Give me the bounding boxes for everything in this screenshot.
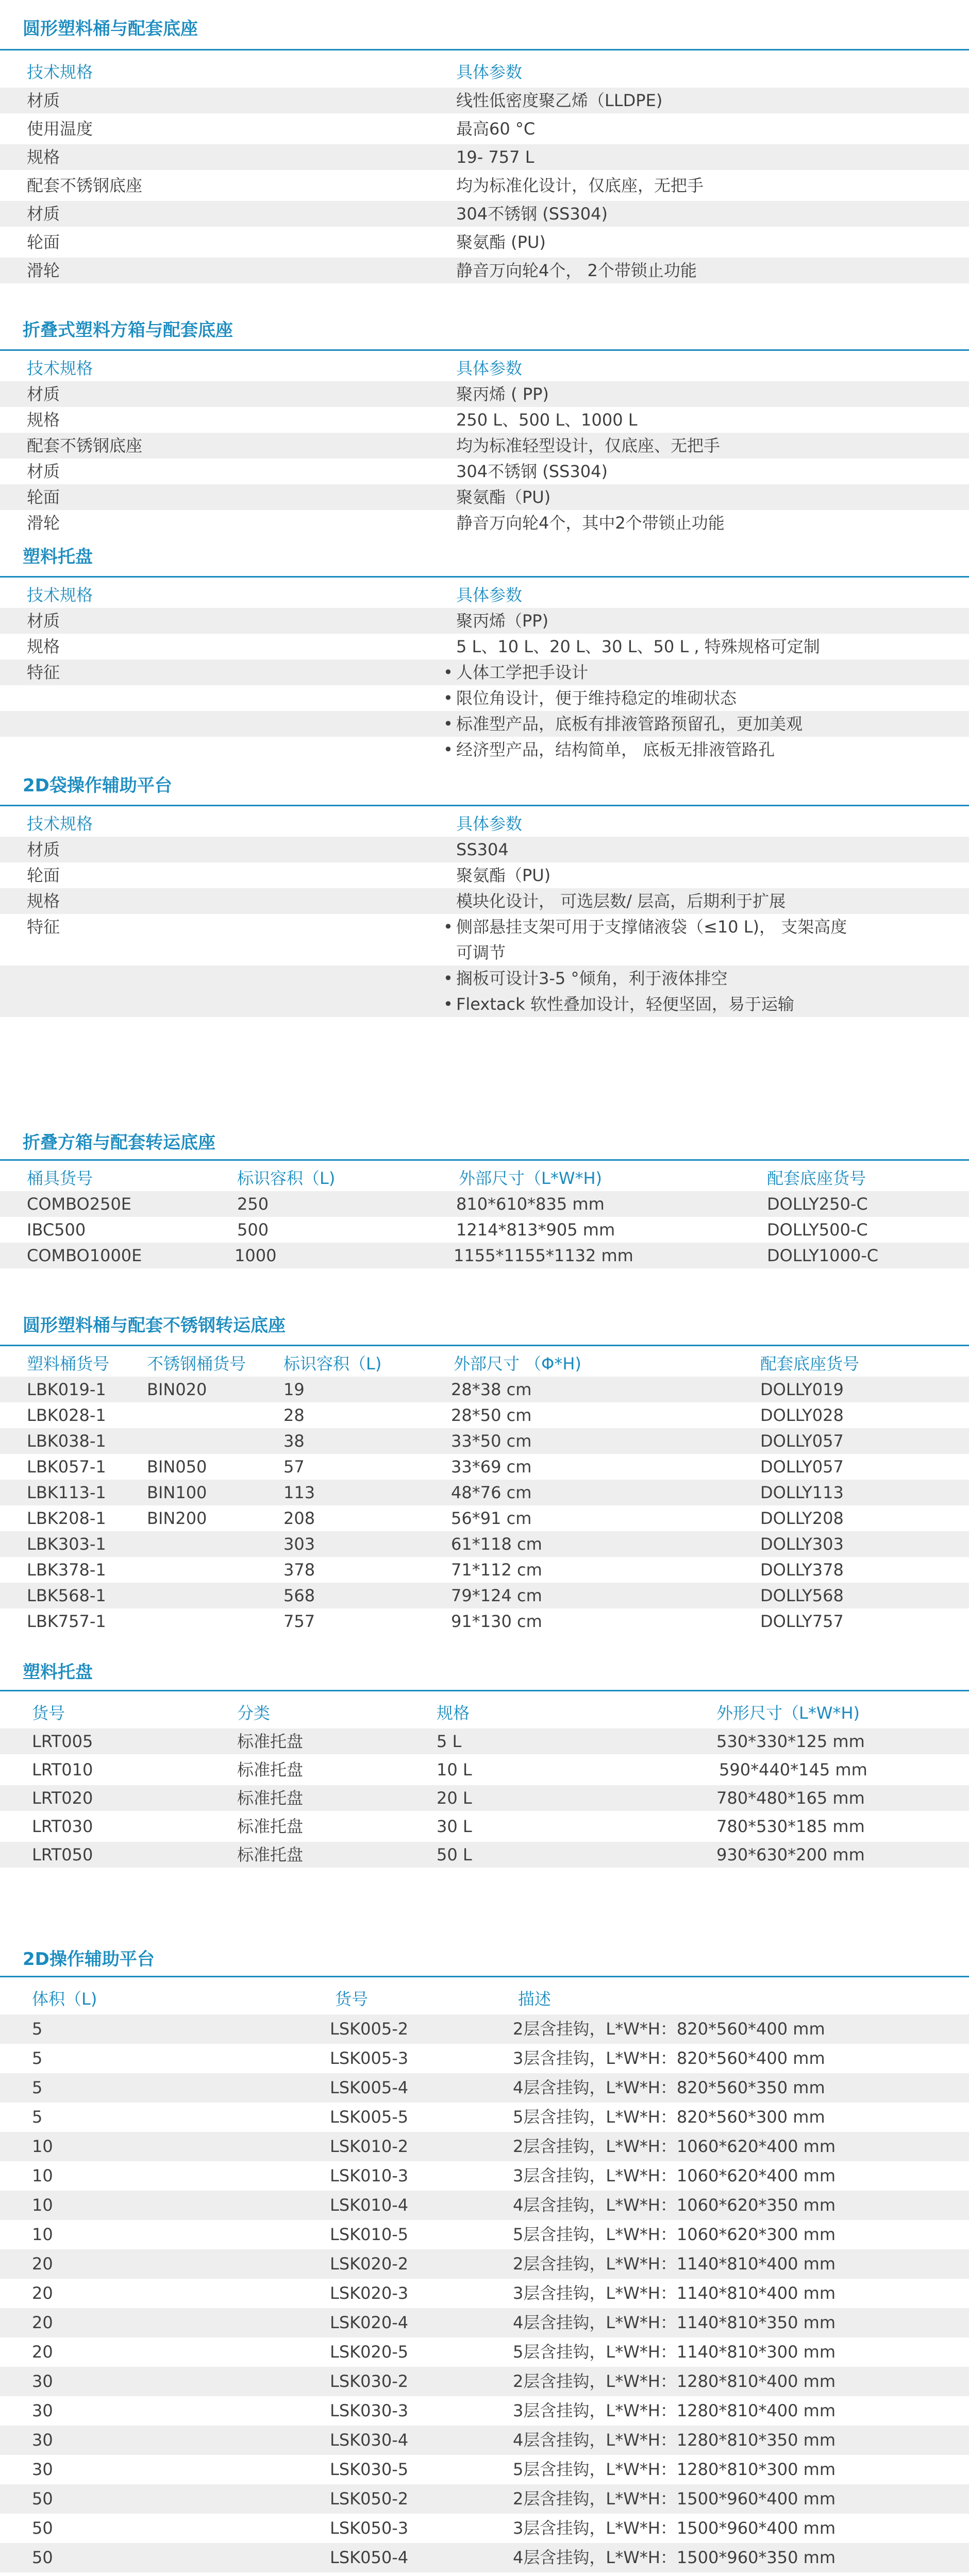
cell-item: LRT020 bbox=[32, 1788, 93, 1808]
cell-item: LBK208-1 bbox=[27, 1509, 106, 1528]
cell-item: LSK010-3 bbox=[330, 2166, 409, 2185]
cell-dolly: DOLLY568 bbox=[760, 1586, 844, 1605]
row-label: 滑轮 bbox=[27, 261, 60, 280]
cell-item: LSK030-4 bbox=[330, 2430, 409, 2450]
table-row bbox=[0, 258, 969, 283]
table-row bbox=[0, 1480, 969, 1505]
cell-spec: 10 L bbox=[437, 1760, 472, 1780]
cell-volume: 378 bbox=[283, 1560, 315, 1580]
cell-volume: 20 bbox=[32, 2342, 53, 2362]
cell-description: 4层含挂钩，L*W*H：1280*810*350 mm bbox=[513, 2430, 836, 2450]
row-value: 聚丙烯 ( PP) bbox=[456, 384, 549, 404]
cell-item: LBK303-1 bbox=[27, 1534, 106, 1554]
table-row bbox=[0, 2220, 969, 2249]
row-label: 材质 bbox=[27, 840, 60, 859]
table-row bbox=[0, 2455, 969, 2484]
cell-size: 530*330*125 mm bbox=[716, 1732, 865, 1751]
cell-volume: 1000 bbox=[235, 1246, 277, 1265]
cell-description: 4层含挂钩，L*W*H：1140*810*350 mm bbox=[513, 2313, 836, 2332]
cell-item: LSK030-5 bbox=[330, 2460, 409, 2479]
cell-volume: 5 bbox=[32, 2107, 43, 2127]
header-cell: 外形尺寸（L*W*H) bbox=[716, 1703, 860, 1723]
table-row bbox=[0, 173, 969, 198]
cell-size: 780*530*185 mm bbox=[716, 1817, 865, 1836]
header-cell: 货号 bbox=[32, 1703, 65, 1723]
header-cell: 桶具货号 bbox=[27, 1168, 93, 1188]
row-label: 配套不锈钢底座 bbox=[27, 436, 143, 455]
table-row bbox=[0, 888, 969, 914]
table-header-row bbox=[0, 355, 969, 381]
table-row bbox=[0, 1583, 969, 1608]
cell-volume: 38 bbox=[283, 1431, 305, 1451]
section-title: 塑料托盘 bbox=[23, 1662, 93, 1683]
table-row bbox=[0, 634, 969, 659]
cell-item: LSK050-4 bbox=[330, 2548, 409, 2567]
cell-dolly: DOLLY019 bbox=[760, 1380, 844, 1399]
table-header-row bbox=[0, 582, 969, 608]
cell-volume: 250 bbox=[237, 1194, 269, 1214]
cell-dolly: DOLLY1000-C bbox=[767, 1246, 879, 1265]
cell-type: 标准托盘 bbox=[237, 1845, 304, 1865]
cell-size: 780*480*165 mm bbox=[716, 1788, 865, 1808]
table-row bbox=[0, 2396, 969, 2426]
section-divider bbox=[0, 1345, 969, 1346]
cell-size: 590*440*145 mm bbox=[719, 1760, 867, 1780]
cell-item: LSK020-5 bbox=[330, 2342, 409, 2362]
cell-size: 91*130 cm bbox=[451, 1612, 542, 1631]
section-title: 折叠方箱与配套转运底座 bbox=[23, 1132, 215, 1153]
table-row bbox=[0, 2103, 969, 2132]
table-header-row bbox=[0, 811, 969, 837]
cell-type: 标准托盘 bbox=[237, 1732, 304, 1751]
cell-item: LSK020-4 bbox=[330, 2313, 409, 2332]
cell-description: 4层含挂钩，L*W*H：1060*620*350 mm bbox=[513, 2195, 836, 2215]
header-cell: 塑料桶货号 bbox=[27, 1354, 110, 1374]
table-row bbox=[0, 2191, 969, 2220]
section-title: 圆形塑料桶与配套不锈钢转运底座 bbox=[23, 1315, 286, 1336]
table-row bbox=[0, 1243, 969, 1268]
table-row bbox=[0, 484, 969, 510]
row-label: 滑轮 bbox=[27, 513, 60, 533]
row-value: 聚氨酯（PU) bbox=[456, 866, 551, 885]
cell-volume: 5 bbox=[32, 2019, 43, 2039]
table-row bbox=[0, 1728, 969, 1754]
table-row bbox=[0, 433, 969, 459]
section-divider bbox=[0, 576, 969, 578]
cell-size: 28*38 cm bbox=[451, 1380, 532, 1399]
header-cell: 体积（L) bbox=[32, 1989, 97, 2009]
cell-volume: 28 bbox=[283, 1405, 305, 1425]
section-title: 2D操作辅助平台 bbox=[23, 1949, 155, 1970]
table-row bbox=[0, 837, 969, 862]
cell-item: COMBO1000E bbox=[27, 1246, 142, 1265]
cell-item: LSK030-2 bbox=[330, 2371, 409, 2391]
cell-bin: BIN200 bbox=[147, 1509, 207, 1528]
cell-description: 3层含挂钩，L*W*H：1140*810*400 mm bbox=[513, 2283, 836, 2303]
cell-description: 2层含挂钩，L*W*H：1060*620*400 mm bbox=[513, 2137, 836, 2156]
cell-dolly: DOLLY057 bbox=[760, 1431, 844, 1451]
cell-item: LRT050 bbox=[32, 1845, 93, 1865]
cell-item: LSK010-4 bbox=[330, 2195, 409, 2215]
cell-item bbox=[330, 2572, 408, 2576]
table-row bbox=[0, 459, 969, 484]
cell-volume: 10 bbox=[32, 2166, 53, 2185]
header-cell: 外部尺寸 （Φ*H) bbox=[454, 1354, 581, 1374]
cell-volume: 10 bbox=[32, 2225, 53, 2244]
cell-item: LSK005-5 bbox=[330, 2107, 409, 2127]
row-value: 静音万向轮4个，其中2个带锁止功能 bbox=[456, 513, 725, 533]
table-row bbox=[0, 1531, 969, 1557]
row-label: 配套不锈钢底座 bbox=[27, 176, 143, 195]
cell-dolly: DOLLY378 bbox=[760, 1560, 844, 1580]
feature-item: • 经济型产品，结构简单， 底板无排液管路孔 bbox=[456, 737, 775, 762]
cell-item: LRT030 bbox=[32, 1817, 93, 1836]
row-value: 线性低密度聚乙烯（LLDPE) bbox=[456, 91, 663, 110]
row-label: 特征 bbox=[27, 663, 60, 682]
table-row bbox=[0, 116, 969, 142]
cell-volume: 303 bbox=[283, 1534, 315, 1554]
table-row bbox=[0, 1402, 969, 1428]
feature-item-continued: 可调节 bbox=[456, 943, 506, 962]
table-row bbox=[0, 2044, 969, 2073]
cell-volume: 113 bbox=[283, 1483, 315, 1502]
cell-description: 3层含挂钩，L*W*H：820*560*400 mm bbox=[513, 2048, 825, 2068]
cell-item: LSK050-3 bbox=[330, 2518, 409, 2538]
table-row bbox=[0, 1557, 969, 1583]
header-spec: 技术规格 bbox=[27, 62, 93, 82]
cell-description: 4层含挂钩，L*W*H：820*560*350 mm bbox=[513, 2078, 825, 2097]
cell-size: 28*50 cm bbox=[451, 1405, 532, 1425]
row-label: 材质 bbox=[27, 462, 60, 481]
section-divider bbox=[0, 1690, 969, 1691]
cell-size: 61*118 cm bbox=[451, 1534, 542, 1554]
table-row bbox=[0, 2249, 969, 2279]
cell-volume: 5 bbox=[32, 2078, 43, 2097]
cell-spec: 5 L bbox=[437, 1732, 462, 1751]
table-row bbox=[0, 144, 969, 170]
feature-item: • 限位角设计，便于维持稳定的堆砌状态 bbox=[456, 685, 737, 711]
cell-item: LBK757-1 bbox=[27, 1612, 106, 1631]
header-cell: 货号 bbox=[335, 1989, 369, 2009]
table-row bbox=[0, 2543, 969, 2572]
section-divider bbox=[0, 1159, 969, 1161]
cell-description: 5层含挂钩，L*W*H：820*560*300 mm bbox=[513, 2107, 825, 2127]
cell-volume: 757 bbox=[283, 1612, 315, 1631]
cell-description: 3层含挂钩，L*W*H：1500*960*400 mm bbox=[513, 2518, 836, 2538]
row-label: 规格 bbox=[27, 147, 60, 167]
row-label: 材质 bbox=[27, 384, 60, 404]
table-row bbox=[0, 1757, 969, 1783]
row-label: 轮面 bbox=[27, 487, 60, 507]
table-row bbox=[0, 2161, 969, 2191]
cell-description: 2层含挂钩，L*W*H：1280*810*400 mm bbox=[513, 2371, 836, 2391]
row-value: 19- 757 L bbox=[456, 147, 534, 167]
cell-dolly: DOLLY250-C bbox=[767, 1194, 868, 1214]
table-row bbox=[0, 1217, 969, 1243]
cell-volume: 10 bbox=[32, 2195, 53, 2215]
row-value: 最高60 °C bbox=[456, 119, 536, 139]
table-row bbox=[0, 2308, 969, 2337]
header-cell: 配套底座货号 bbox=[760, 1354, 860, 1374]
cell-volume: 30 bbox=[32, 2401, 53, 2420]
cell-volume: 30 bbox=[32, 2430, 53, 2450]
cell-item: LSK020-3 bbox=[330, 2283, 409, 2303]
section-title: 圆形塑料桶与配套底座 bbox=[23, 19, 198, 39]
table-row bbox=[0, 2426, 969, 2455]
table-row bbox=[0, 1505, 969, 1531]
cell-spec: 30 L bbox=[437, 1817, 472, 1836]
row-value: 模块化设计， 可选层数/ 层高，后期利于扩展 bbox=[456, 891, 786, 911]
section-divider bbox=[0, 805, 969, 806]
cell-bin: BIN020 bbox=[147, 1380, 207, 1399]
header-cell: 标识容积（L) bbox=[237, 1168, 336, 1188]
cell-volume: 5 bbox=[32, 2048, 43, 2068]
cell-volume: 30 bbox=[32, 2371, 53, 2391]
cell-bin: BIN100 bbox=[147, 1483, 207, 1502]
feature-item: • Flextack 软性叠加设计，轻便坚固，易于运输 bbox=[456, 991, 794, 1017]
table-row bbox=[0, 381, 969, 407]
row-label: 材质 bbox=[27, 611, 60, 631]
cell-volume: 30 bbox=[32, 2460, 53, 2479]
table-header-row bbox=[0, 1165, 969, 1191]
cell-description bbox=[513, 2572, 836, 2576]
cell-item: LBK019-1 bbox=[27, 1380, 106, 1399]
table-header-row bbox=[0, 1700, 969, 1726]
cell-description: 5层含挂钩，L*W*H：1060*620*300 mm bbox=[513, 2225, 836, 2244]
header-cell: 规格 bbox=[437, 1703, 470, 1723]
header-cell: 外部尺寸（L*W*H) bbox=[459, 1168, 603, 1188]
cell-item: LRT010 bbox=[32, 1760, 93, 1780]
table-row bbox=[0, 1454, 969, 1480]
header-param: 具体参数 bbox=[456, 585, 523, 605]
cell-size: 1214*813*905 mm bbox=[456, 1220, 615, 1240]
cell-item: LSK010-5 bbox=[330, 2225, 409, 2244]
table-row bbox=[0, 2572, 969, 2576]
cell-size: 56*91 cm bbox=[451, 1509, 532, 1528]
row-value: 304不锈钢 (SS304) bbox=[456, 204, 608, 224]
feature-item: • 搁板可设计3-5 °倾角，利于液体排空 bbox=[456, 965, 727, 991]
table-row bbox=[0, 2367, 969, 2396]
table-header-row bbox=[0, 1351, 969, 1377]
header-spec: 技术规格 bbox=[27, 814, 93, 834]
table-row bbox=[0, 407, 969, 433]
table-row bbox=[0, 2514, 969, 2543]
cell-item: LSK010-2 bbox=[330, 2137, 409, 2156]
row-label: 特征 bbox=[27, 917, 60, 937]
cell-size: 48*76 cm bbox=[451, 1483, 532, 1502]
table-row bbox=[0, 862, 969, 888]
table-row bbox=[0, 2073, 969, 2103]
row-value: 均为标准轻型设计，仅底座、无把手 bbox=[456, 436, 721, 455]
cell-volume: 50 bbox=[32, 2548, 53, 2567]
header-cell: 分类 bbox=[237, 1703, 271, 1723]
header-spec: 技术规格 bbox=[27, 585, 93, 605]
row-value: 均为标准化设计，仅底座，无把手 bbox=[456, 176, 704, 195]
row-label: 使用温度 bbox=[27, 119, 93, 139]
table-row bbox=[0, 229, 969, 255]
section-title: 折叠式塑料方箱与配套底座 bbox=[23, 320, 233, 341]
row-label: 轮面 bbox=[27, 232, 60, 252]
cell-item: LSK005-3 bbox=[330, 2048, 409, 2068]
table-row bbox=[0, 1842, 969, 1868]
cell-item: LBK568-1 bbox=[27, 1586, 106, 1605]
cell-description: 2层含挂钩，L*W*H：1500*960*400 mm bbox=[513, 2489, 836, 2509]
cell-dolly: DOLLY500-C bbox=[767, 1220, 868, 1240]
cell-item: LSK050-2 bbox=[330, 2489, 409, 2509]
cell-spec: 20 L bbox=[437, 1788, 472, 1808]
cell-dolly: DOLLY113 bbox=[760, 1483, 844, 1502]
cell-type: 标准托盘 bbox=[237, 1817, 304, 1836]
cell-volume: 20 bbox=[32, 2313, 53, 2332]
cell-volume: 20 bbox=[32, 2254, 53, 2274]
header-spec: 技术规格 bbox=[27, 359, 93, 378]
cell-size: 1155*1155*1132 mm bbox=[454, 1246, 633, 1265]
cell-dolly: DOLLY303 bbox=[760, 1534, 844, 1554]
cell-item: LRT005 bbox=[32, 1732, 93, 1751]
header-param: 具体参数 bbox=[456, 814, 523, 834]
row-value: 5 L、10 L、20 L、30 L、50 L , 特殊规格可定制 bbox=[456, 637, 820, 656]
row-label: 材质 bbox=[27, 204, 60, 224]
row-label: 规格 bbox=[27, 637, 60, 656]
table-row bbox=[0, 1428, 969, 1454]
row-label: 材质 bbox=[27, 91, 60, 110]
section-divider bbox=[0, 349, 969, 351]
cell-item: LSK005-2 bbox=[330, 2019, 409, 2039]
table-row bbox=[0, 1785, 969, 1811]
cell-description: 3层含挂钩，L*W*H：1060*620*400 mm bbox=[513, 2166, 836, 2185]
row-label: 轮面 bbox=[27, 866, 60, 885]
cell-item: LSK030-3 bbox=[330, 2401, 409, 2420]
cell-size: 810*610*835 mm bbox=[456, 1194, 605, 1214]
cell-volume: 208 bbox=[283, 1509, 315, 1528]
cell-item: IBC500 bbox=[27, 1220, 86, 1240]
table-header-row bbox=[0, 1986, 969, 2012]
feature-item: • 标准型产品，底板有排液管路预留孔，更加美观 bbox=[456, 711, 803, 737]
cell-dolly: DOLLY057 bbox=[760, 1457, 844, 1477]
header-cell: 标识容积（L) bbox=[283, 1354, 382, 1374]
cell-item: LBK028-1 bbox=[27, 1405, 106, 1425]
section-divider bbox=[0, 49, 969, 50]
cell-volume: 57 bbox=[283, 1457, 305, 1477]
row-label: 规格 bbox=[27, 891, 60, 911]
table-row bbox=[0, 608, 969, 634]
table-row bbox=[0, 1814, 969, 1839]
cell-bin: BIN050 bbox=[147, 1457, 207, 1477]
cell-description: 2层含挂钩，L*W*H：820*560*400 mm bbox=[513, 2019, 825, 2039]
cell-volume: 50 bbox=[32, 2518, 53, 2538]
row-value: SS304 bbox=[456, 840, 509, 859]
cell-item: LBK038-1 bbox=[27, 1431, 106, 1451]
row-label: 规格 bbox=[27, 410, 60, 430]
cell-description: 4层含挂钩，L*W*H：1500*960*350 mm bbox=[513, 2548, 836, 2567]
section-divider bbox=[0, 1976, 969, 1977]
table-row bbox=[0, 2132, 969, 2161]
cell-spec: 50 L bbox=[437, 1845, 472, 1865]
header-param: 具体参数 bbox=[456, 62, 523, 82]
feature-item: • 人体工学把手设计 bbox=[456, 659, 588, 685]
row-value: 聚氨酯 (PU) bbox=[456, 232, 546, 252]
table-row bbox=[0, 201, 969, 227]
table-row bbox=[0, 2014, 969, 2044]
cell-item: LBK378-1 bbox=[27, 1560, 106, 1580]
cell-size: 930*630*200 mm bbox=[716, 1845, 865, 1865]
cell-volume: 10 bbox=[32, 2137, 53, 2156]
cell-dolly: DOLLY208 bbox=[760, 1509, 844, 1528]
cell-description: 5层含挂钩，L*W*H：1280*810*300 mm bbox=[513, 2460, 836, 2479]
cell-volume bbox=[32, 2572, 53, 2576]
cell-volume: 568 bbox=[283, 1586, 315, 1605]
cell-volume: 500 bbox=[237, 1220, 269, 1240]
table-header-row bbox=[0, 59, 969, 85]
cell-item: COMBO250E bbox=[27, 1194, 132, 1214]
table-row bbox=[0, 2337, 969, 2367]
cell-volume: 50 bbox=[32, 2489, 53, 2509]
cell-size: 71*112 cm bbox=[451, 1560, 542, 1580]
cell-item: LSK005-4 bbox=[330, 2078, 409, 2097]
cell-item: LSK020-2 bbox=[330, 2254, 409, 2274]
cell-dolly: DOLLY028 bbox=[760, 1405, 844, 1425]
feature-item: • 侧部悬挂支架可用于支撑储液袋（≤10 L)， 支架高度 bbox=[456, 914, 847, 940]
cell-size: 79*124 cm bbox=[451, 1586, 542, 1605]
cell-dolly: DOLLY757 bbox=[760, 1612, 844, 1631]
table-row bbox=[0, 1608, 969, 1634]
header-cell: 配套底座货号 bbox=[767, 1168, 866, 1188]
cell-type: 标准托盘 bbox=[237, 1788, 304, 1808]
header-cell: 不锈钢桶货号 bbox=[147, 1354, 246, 1374]
cell-volume: 20 bbox=[32, 2283, 53, 2303]
table-row bbox=[0, 2484, 969, 2514]
cell-volume: 19 bbox=[283, 1380, 305, 1399]
table-row bbox=[0, 510, 969, 536]
cell-item: LBK113-1 bbox=[27, 1483, 106, 1502]
cell-description: 5层含挂钩，L*W*H：1140*810*300 mm bbox=[513, 2342, 836, 2362]
header-cell: 描述 bbox=[518, 1989, 552, 2009]
cell-description: 2层含挂钩，L*W*H：1140*810*400 mm bbox=[513, 2254, 836, 2274]
cell-description: 3层含挂钩，L*W*H：1280*810*400 mm bbox=[513, 2401, 836, 2420]
cell-size: 33*69 cm bbox=[451, 1457, 532, 1477]
section-title: 塑料托盘 bbox=[23, 547, 93, 567]
row-value: 静音万向轮4个， 2个带锁止功能 bbox=[456, 261, 697, 280]
cell-item: LBK057-1 bbox=[27, 1457, 106, 1477]
table-row bbox=[0, 88, 969, 113]
cell-type: 标准托盘 bbox=[237, 1760, 304, 1780]
table-row bbox=[0, 1377, 969, 1402]
row-value: 250 L、500 L、1000 L bbox=[456, 410, 638, 430]
table-row bbox=[0, 1191, 969, 1217]
row-value: 聚丙烯（PP) bbox=[456, 611, 549, 631]
header-param: 具体参数 bbox=[456, 359, 523, 378]
section-title: 2D袋操作辅助平台 bbox=[23, 775, 172, 796]
row-value: 304不锈钢 (SS304) bbox=[456, 462, 608, 481]
row-value: 聚氨酯（PU) bbox=[456, 487, 551, 507]
cell-size: 33*50 cm bbox=[451, 1431, 532, 1451]
table-row bbox=[0, 2279, 969, 2308]
